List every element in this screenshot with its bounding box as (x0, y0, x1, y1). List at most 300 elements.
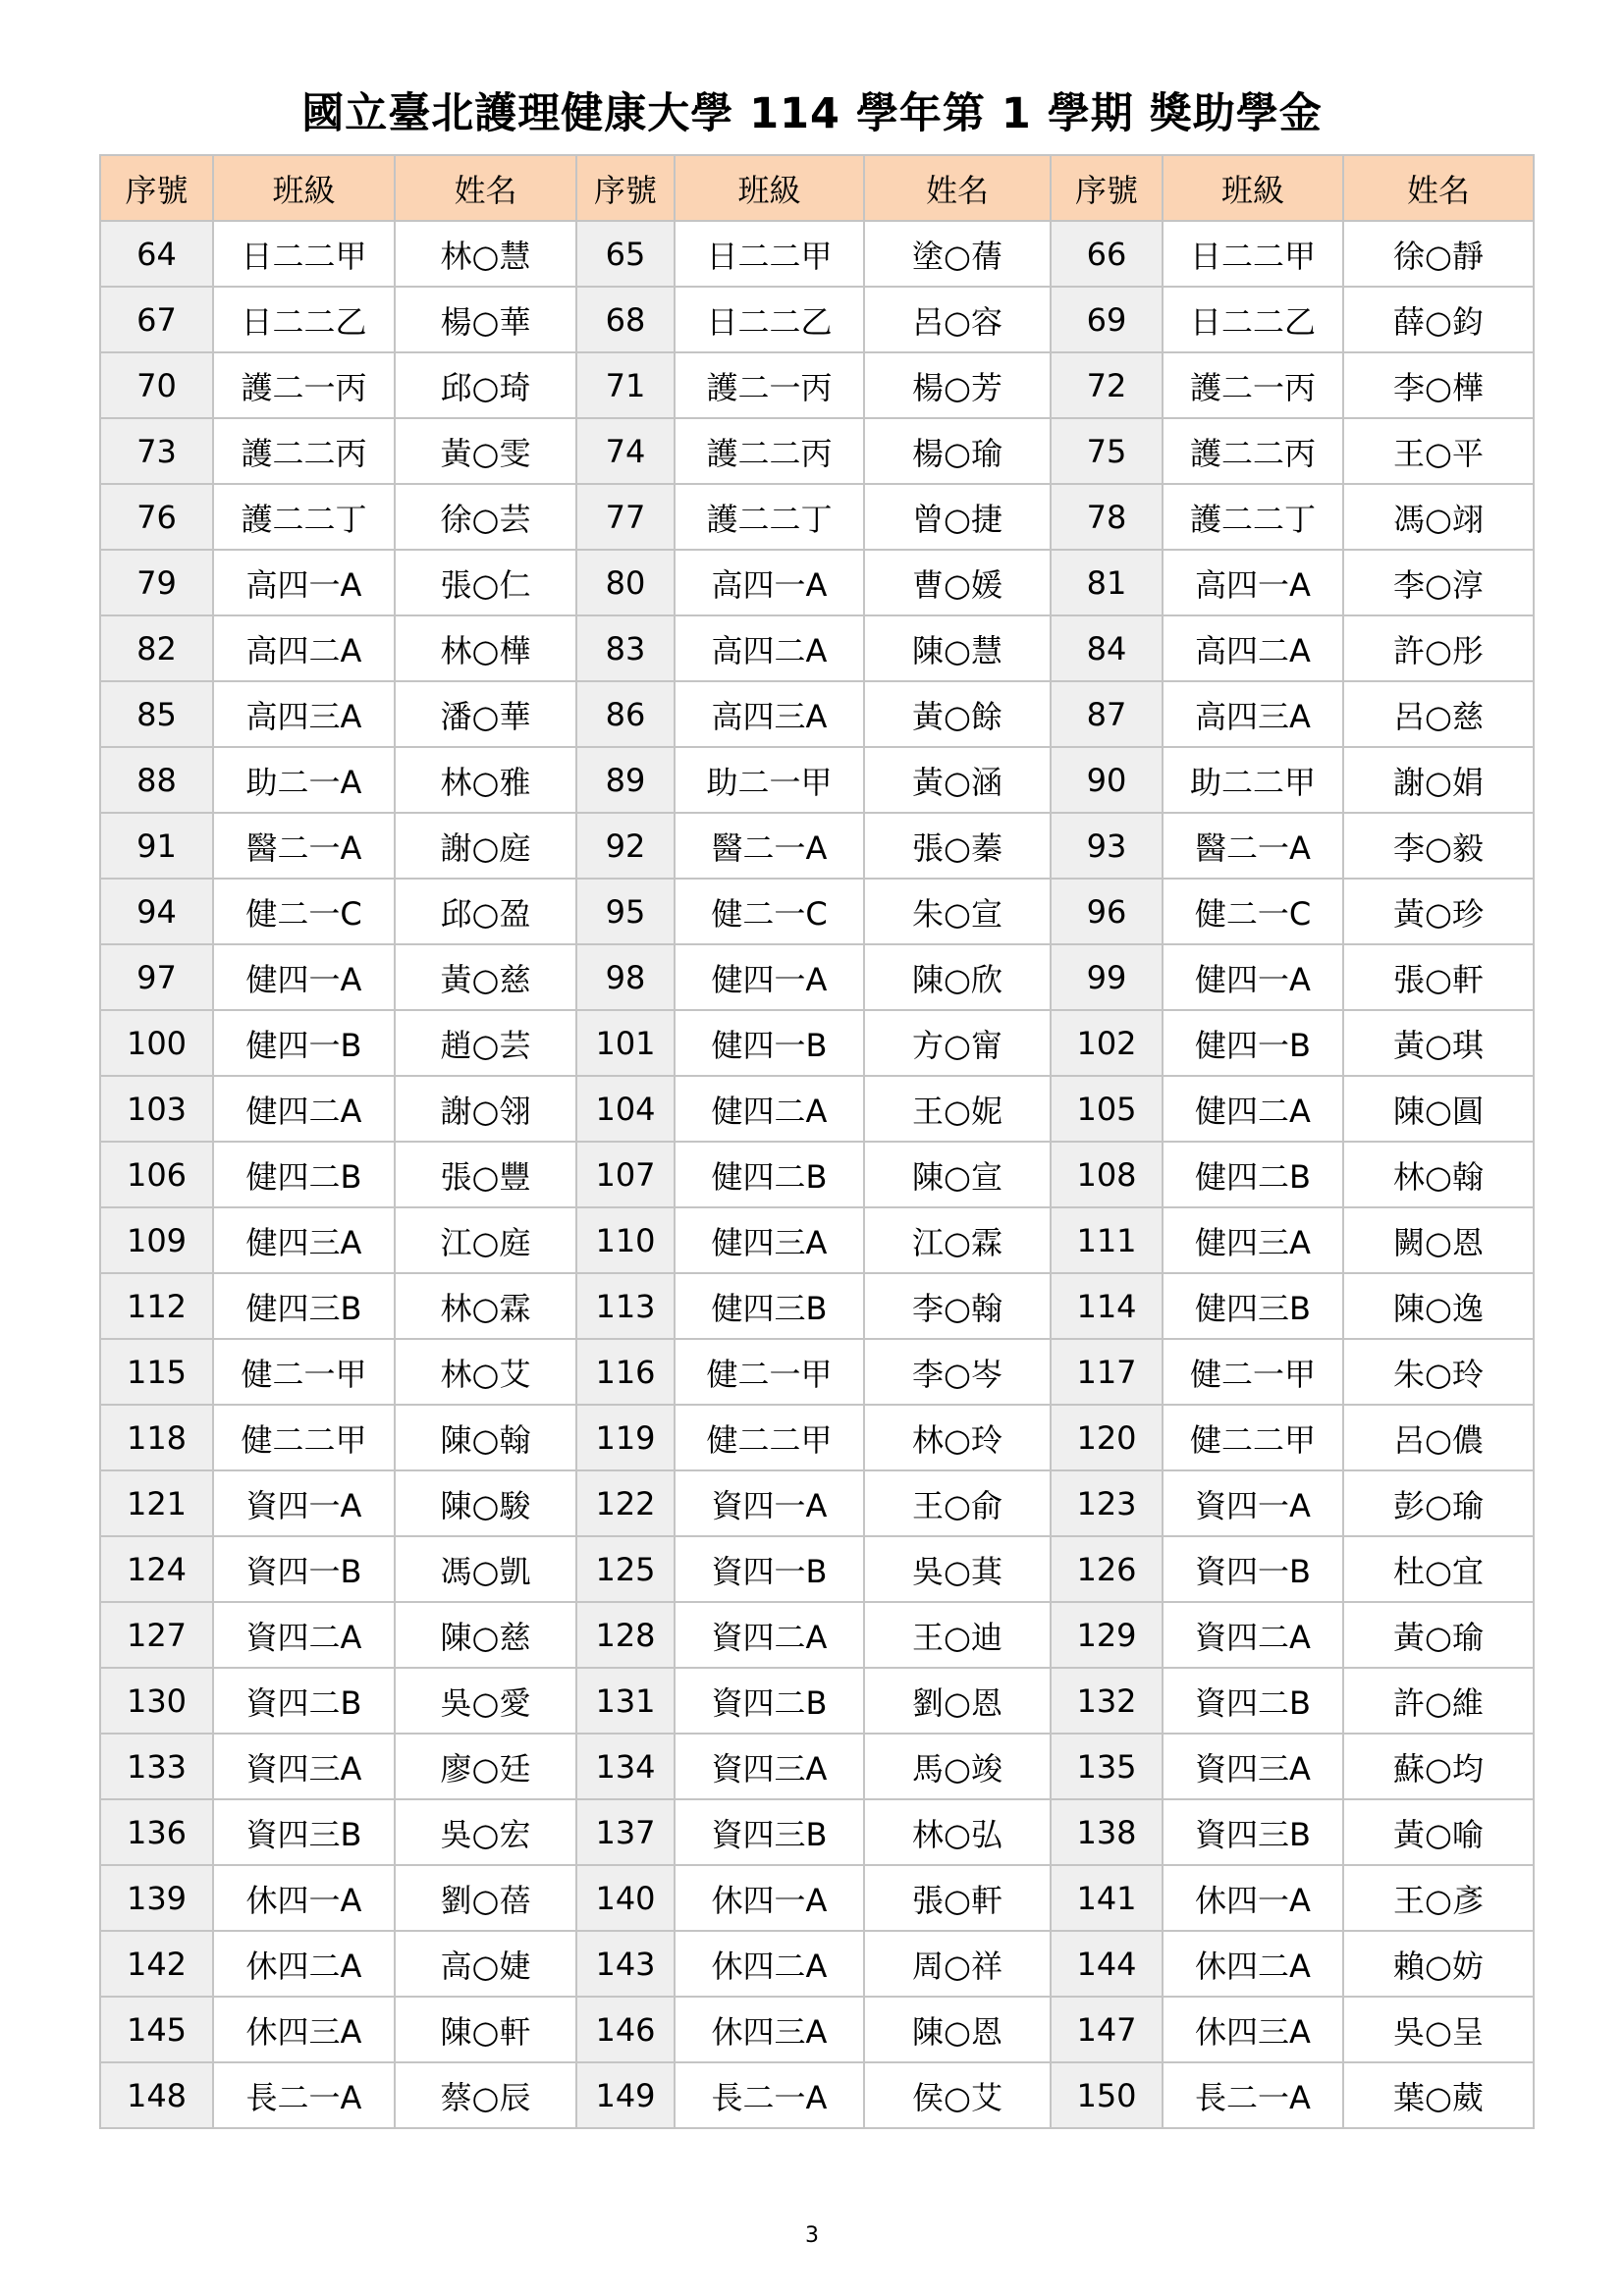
name-cell: 邱○盈 (395, 879, 576, 944)
name-cell: 江○庭 (395, 1207, 576, 1273)
seq-cell: 79 (100, 550, 213, 615)
class-cell: 高四二A (675, 615, 864, 681)
seq-cell: 84 (1051, 615, 1163, 681)
name-cell: 曾○捷 (864, 484, 1051, 550)
name-cell: 李○岑 (864, 1339, 1051, 1405)
header-row (100, 155, 1534, 221)
page-title: 國立臺北護理健康大學 114 學年第 1 學期 獎助學金 (301, 89, 1323, 138)
class-cell: 長二一A (213, 2062, 395, 2128)
table-row (100, 1799, 1534, 1865)
seq-cell: 107 (576, 1142, 675, 1207)
seq-cell: 122 (576, 1470, 675, 1536)
name-cell: 許○維 (1343, 1668, 1534, 1734)
seq-cell: 130 (100, 1668, 213, 1734)
class-cell: 休四一A (213, 1865, 395, 1931)
class-cell: 護二一丙 (1163, 352, 1343, 418)
name-cell: 林○艾 (395, 1339, 576, 1405)
name-cell: 王○彥 (1343, 1865, 1534, 1931)
seq-cell: 100 (100, 1010, 213, 1076)
class-cell: 資四一A (675, 1470, 864, 1536)
table-row (100, 1536, 1534, 1602)
name-cell: 吳○宏 (395, 1799, 576, 1865)
seq-cell: 81 (1051, 550, 1163, 615)
class-cell: 休四三A (675, 1997, 864, 2062)
seq-cell: 150 (1051, 2062, 1163, 2128)
table-row (100, 1076, 1534, 1142)
class-cell: 高四二A (1163, 615, 1343, 681)
table-row (100, 1668, 1534, 1734)
seq-cell: 65 (576, 221, 675, 287)
class-cell: 日二二甲 (213, 221, 395, 287)
seq-cell: 97 (100, 944, 213, 1010)
name-cell: 黃○瑜 (1343, 1602, 1534, 1668)
name-cell: 呂○慈 (1343, 681, 1534, 747)
class-cell: 醫二一A (675, 813, 864, 879)
class-cell: 資四一A (213, 1470, 395, 1536)
seq-cell: 132 (1051, 1668, 1163, 1734)
seq-cell: 98 (576, 944, 675, 1010)
class-cell: 資四二A (1163, 1602, 1343, 1668)
seq-cell: 133 (100, 1734, 213, 1799)
seq-cell: 139 (100, 1865, 213, 1931)
table-row (100, 352, 1534, 418)
seq-cell: 94 (100, 879, 213, 944)
name-cell: 王○妮 (864, 1076, 1051, 1142)
name-cell: 潘○華 (395, 681, 576, 747)
table-row (100, 813, 1534, 879)
class-cell: 健四二B (1163, 1142, 1343, 1207)
class-cell: 醫二一A (1163, 813, 1343, 879)
name-cell: 馮○翊 (1343, 484, 1534, 550)
class-cell: 健二一甲 (1163, 1339, 1343, 1405)
header-name-1: 姓名 (395, 155, 576, 221)
class-cell: 日二二乙 (1163, 287, 1343, 352)
class-cell: 健四一A (213, 944, 395, 1010)
seq-cell: 116 (576, 1339, 675, 1405)
name-cell: 陳○翰 (395, 1405, 576, 1470)
name-cell: 謝○庭 (395, 813, 576, 879)
seq-cell: 110 (576, 1207, 675, 1273)
header-class-1: 班級 (213, 155, 395, 221)
seq-cell: 74 (576, 418, 675, 484)
name-cell: 林○雅 (395, 747, 576, 813)
name-cell: 賴○妨 (1343, 1931, 1534, 1997)
seq-cell: 123 (1051, 1470, 1163, 1536)
name-cell: 彭○瑜 (1343, 1470, 1534, 1536)
seq-cell: 73 (100, 418, 213, 484)
name-cell: 張○豐 (395, 1142, 576, 1207)
class-cell: 資四三A (675, 1734, 864, 1799)
class-cell: 護二一丙 (675, 352, 864, 418)
name-cell: 塗○蒨 (864, 221, 1051, 287)
class-cell: 休四三A (213, 1997, 395, 2062)
class-cell: 資四一B (213, 1536, 395, 1602)
class-cell: 健四一B (1163, 1010, 1343, 1076)
seq-cell: 77 (576, 484, 675, 550)
seq-cell: 119 (576, 1405, 675, 1470)
class-cell: 休四一A (675, 1865, 864, 1931)
name-cell: 陳○圓 (1343, 1076, 1534, 1142)
table-row (100, 1405, 1534, 1470)
name-cell: 吳○萁 (864, 1536, 1051, 1602)
seq-cell: 85 (100, 681, 213, 747)
class-cell: 健二一C (213, 879, 395, 944)
name-cell: 楊○芳 (864, 352, 1051, 418)
class-cell: 護二二丙 (213, 418, 395, 484)
table-row (100, 944, 1534, 1010)
name-cell: 陳○軒 (395, 1997, 576, 2062)
class-cell: 助二一A (213, 747, 395, 813)
name-cell: 李○樺 (1343, 352, 1534, 418)
table-row (100, 1931, 1534, 1997)
table-row (100, 1997, 1534, 2062)
seq-cell: 134 (576, 1734, 675, 1799)
table-row (100, 1734, 1534, 1799)
table-row (100, 1470, 1534, 1536)
name-cell: 黃○餘 (864, 681, 1051, 747)
name-cell: 呂○儂 (1343, 1405, 1534, 1470)
name-cell: 黃○珍 (1343, 879, 1534, 944)
class-cell: 資四三A (1163, 1734, 1343, 1799)
seq-cell: 91 (100, 813, 213, 879)
name-cell: 徐○芸 (395, 484, 576, 550)
name-cell: 張○軒 (1343, 944, 1534, 1010)
table-row (100, 879, 1534, 944)
seq-cell: 136 (100, 1799, 213, 1865)
seq-cell: 147 (1051, 1997, 1163, 2062)
class-cell: 長二一A (1163, 2062, 1343, 2128)
class-cell: 健四三B (1163, 1273, 1343, 1339)
class-cell: 日二二甲 (1163, 221, 1343, 287)
class-cell: 資四三B (1163, 1799, 1343, 1865)
seq-cell: 121 (100, 1470, 213, 1536)
seq-cell: 69 (1051, 287, 1163, 352)
seq-cell: 125 (576, 1536, 675, 1602)
seq-cell: 75 (1051, 418, 1163, 484)
name-cell: 李○毅 (1343, 813, 1534, 879)
seq-cell: 115 (100, 1339, 213, 1405)
name-cell: 馬○竣 (864, 1734, 1051, 1799)
header-name-3: 姓名 (1343, 155, 1534, 221)
class-cell: 健二一C (1163, 879, 1343, 944)
name-cell: 侯○艾 (864, 2062, 1051, 2128)
class-cell: 資四三A (213, 1734, 395, 1799)
class-cell: 護二一丙 (213, 352, 395, 418)
name-cell: 朱○玲 (1343, 1339, 1534, 1405)
table-row (100, 550, 1534, 615)
name-cell: 謝○娟 (1343, 747, 1534, 813)
class-cell: 健四三A (675, 1207, 864, 1273)
class-cell: 休四二A (675, 1931, 864, 1997)
class-cell: 休四二A (213, 1931, 395, 1997)
seq-cell: 89 (576, 747, 675, 813)
seq-cell: 87 (1051, 681, 1163, 747)
seq-cell: 146 (576, 1997, 675, 2062)
class-cell: 資四一B (1163, 1536, 1343, 1602)
name-cell: 方○甯 (864, 1010, 1051, 1076)
class-cell: 資四二A (675, 1602, 864, 1668)
seq-cell: 117 (1051, 1339, 1163, 1405)
seq-cell: 141 (1051, 1865, 1163, 1931)
class-cell: 高四二A (213, 615, 395, 681)
name-cell: 黃○慈 (395, 944, 576, 1010)
class-cell: 日二二乙 (675, 287, 864, 352)
name-cell: 蔡○辰 (395, 2062, 576, 2128)
name-cell: 杜○宜 (1343, 1536, 1534, 1602)
seq-cell: 118 (100, 1405, 213, 1470)
table-row (100, 287, 1534, 352)
class-cell: 高四三A (213, 681, 395, 747)
class-cell: 高四一A (1163, 550, 1343, 615)
name-cell: 張○軒 (864, 1865, 1051, 1931)
seq-cell: 76 (100, 484, 213, 550)
class-cell: 資四一A (1163, 1470, 1343, 1536)
seq-cell: 82 (100, 615, 213, 681)
name-cell: 李○淳 (1343, 550, 1534, 615)
class-cell: 休四一A (1163, 1865, 1343, 1931)
name-cell: 馮○凱 (395, 1536, 576, 1602)
class-cell: 高四一A (675, 550, 864, 615)
name-cell: 楊○華 (395, 287, 576, 352)
class-cell: 高四三A (675, 681, 864, 747)
seq-cell: 142 (100, 1931, 213, 1997)
name-cell: 林○霖 (395, 1273, 576, 1339)
class-cell: 長二一A (675, 2062, 864, 2128)
seq-cell: 127 (100, 1602, 213, 1668)
seq-cell: 70 (100, 352, 213, 418)
class-cell: 健二二甲 (213, 1405, 395, 1470)
seq-cell: 64 (100, 221, 213, 287)
class-cell: 健四二A (213, 1076, 395, 1142)
seq-cell: 78 (1051, 484, 1163, 550)
table-row (100, 1865, 1534, 1931)
seq-cell: 128 (576, 1602, 675, 1668)
class-cell: 健四一A (1163, 944, 1343, 1010)
name-cell: 李○翰 (864, 1273, 1051, 1339)
class-cell: 健四二B (675, 1142, 864, 1207)
name-cell: 徐○靜 (1343, 221, 1534, 287)
seq-cell: 112 (100, 1273, 213, 1339)
name-cell: 許○彤 (1343, 615, 1534, 681)
name-cell: 王○俞 (864, 1470, 1051, 1536)
name-cell: 黃○喻 (1343, 1799, 1534, 1865)
name-cell: 呂○容 (864, 287, 1051, 352)
table-row (100, 2062, 1534, 2128)
seq-cell: 92 (576, 813, 675, 879)
seq-cell: 93 (1051, 813, 1163, 879)
seq-cell: 99 (1051, 944, 1163, 1010)
name-cell: 王○迪 (864, 1602, 1051, 1668)
class-cell: 健四一A (675, 944, 864, 1010)
name-cell: 趙○芸 (395, 1010, 576, 1076)
name-cell: 張○蓁 (864, 813, 1051, 879)
seq-cell: 80 (576, 550, 675, 615)
name-cell: 林○慧 (395, 221, 576, 287)
class-cell: 資四二B (675, 1668, 864, 1734)
seq-cell: 105 (1051, 1076, 1163, 1142)
class-cell: 資四二B (1163, 1668, 1343, 1734)
seq-cell: 102 (1051, 1010, 1163, 1076)
class-cell: 健四三B (213, 1273, 395, 1339)
name-cell: 高○婕 (395, 1931, 576, 1997)
seq-cell: 103 (100, 1076, 213, 1142)
seq-cell: 124 (100, 1536, 213, 1602)
table-row (100, 418, 1534, 484)
seq-cell: 137 (576, 1799, 675, 1865)
name-cell: 邱○琦 (395, 352, 576, 418)
table-row (100, 1602, 1534, 1668)
class-cell: 健四三A (213, 1207, 395, 1273)
class-cell: 健四一B (675, 1010, 864, 1076)
table-row (100, 615, 1534, 681)
class-cell: 健二一甲 (675, 1339, 864, 1405)
name-cell: 吳○愛 (395, 1668, 576, 1734)
name-cell: 林○弘 (864, 1799, 1051, 1865)
name-cell: 陳○欣 (864, 944, 1051, 1010)
name-cell: 葉○葳 (1343, 2062, 1534, 2128)
name-cell: 陳○逸 (1343, 1273, 1534, 1339)
name-cell: 黃○琪 (1343, 1010, 1534, 1076)
class-cell: 健二一C (675, 879, 864, 944)
class-cell: 護二二丁 (213, 484, 395, 550)
seq-cell: 90 (1051, 747, 1163, 813)
name-cell: 陳○慧 (864, 615, 1051, 681)
class-cell: 高四三A (1163, 681, 1343, 747)
name-cell: 闕○恩 (1343, 1207, 1534, 1273)
seq-cell: 113 (576, 1273, 675, 1339)
seq-cell: 144 (1051, 1931, 1163, 1997)
table-row (100, 484, 1534, 550)
class-cell: 健四三A (1163, 1207, 1343, 1273)
page-number: 3 (805, 2223, 819, 2248)
name-cell: 陳○宣 (864, 1142, 1051, 1207)
seq-cell: 140 (576, 1865, 675, 1931)
class-cell: 護二二丙 (675, 418, 864, 484)
class-cell: 醫二一A (213, 813, 395, 879)
class-cell: 資四二B (213, 1668, 395, 1734)
seq-cell: 149 (576, 2062, 675, 2128)
name-cell: 謝○翎 (395, 1076, 576, 1142)
name-cell: 黃○涵 (864, 747, 1051, 813)
name-cell: 吳○呈 (1343, 1997, 1534, 2062)
name-cell: 廖○廷 (395, 1734, 576, 1799)
seq-cell: 83 (576, 615, 675, 681)
class-cell: 高四一A (213, 550, 395, 615)
header-seq-1: 序號 (100, 155, 213, 221)
seq-cell: 96 (1051, 879, 1163, 944)
header-seq-2: 序號 (576, 155, 675, 221)
name-cell: 林○翰 (1343, 1142, 1534, 1207)
name-cell: 張○仁 (395, 550, 576, 615)
name-cell: 林○樺 (395, 615, 576, 681)
name-cell: 劉○蓓 (395, 1865, 576, 1931)
seq-cell: 131 (576, 1668, 675, 1734)
seq-cell: 71 (576, 352, 675, 418)
name-cell: 曹○媛 (864, 550, 1051, 615)
class-cell: 助二二甲 (1163, 747, 1343, 813)
header-class-2: 班級 (675, 155, 864, 221)
class-cell: 資四三B (675, 1799, 864, 1865)
name-cell: 蘇○均 (1343, 1734, 1534, 1799)
scholarship-table (99, 154, 1535, 2129)
class-cell: 健二二甲 (675, 1405, 864, 1470)
table-body (100, 221, 1534, 2128)
header-name-2: 姓名 (864, 155, 1051, 221)
table-row (100, 1273, 1534, 1339)
class-cell: 日二二乙 (213, 287, 395, 352)
seq-cell: 135 (1051, 1734, 1163, 1799)
header-seq-3: 序號 (1051, 155, 1163, 221)
name-cell: 薛○鈞 (1343, 287, 1534, 352)
header-class-3: 班級 (1163, 155, 1343, 221)
seq-cell: 86 (576, 681, 675, 747)
name-cell: 王○平 (1343, 418, 1534, 484)
class-cell: 助二一甲 (675, 747, 864, 813)
class-cell: 休四三A (1163, 1997, 1343, 2062)
table-row (100, 221, 1534, 287)
table-row (100, 681, 1534, 747)
table-row (100, 747, 1534, 813)
seq-cell: 106 (100, 1142, 213, 1207)
seq-cell: 114 (1051, 1273, 1163, 1339)
table-row (100, 1010, 1534, 1076)
class-cell: 健二二甲 (1163, 1405, 1343, 1470)
class-cell: 健二一甲 (213, 1339, 395, 1405)
seq-cell: 95 (576, 879, 675, 944)
name-cell: 陳○慈 (395, 1602, 576, 1668)
table-row (100, 1142, 1534, 1207)
seq-cell: 104 (576, 1076, 675, 1142)
class-cell: 護二二丁 (675, 484, 864, 550)
name-cell: 江○霖 (864, 1207, 1051, 1273)
seq-cell: 68 (576, 287, 675, 352)
class-cell: 日二二甲 (675, 221, 864, 287)
class-cell: 護二二丙 (1163, 418, 1343, 484)
name-cell: 朱○宣 (864, 879, 1051, 944)
seq-cell: 138 (1051, 1799, 1163, 1865)
table-row (100, 1207, 1534, 1273)
name-cell: 劉○恩 (864, 1668, 1051, 1734)
class-cell: 資四一B (675, 1536, 864, 1602)
name-cell: 陳○駿 (395, 1470, 576, 1536)
class-cell: 資四二A (213, 1602, 395, 1668)
seq-cell: 108 (1051, 1142, 1163, 1207)
name-cell: 周○祥 (864, 1931, 1051, 1997)
seq-cell: 148 (100, 2062, 213, 2128)
class-cell: 護二二丁 (1163, 484, 1343, 550)
seq-cell: 66 (1051, 221, 1163, 287)
class-cell: 休四二A (1163, 1931, 1343, 1997)
class-cell: 健四三B (675, 1273, 864, 1339)
name-cell: 黃○雯 (395, 418, 576, 484)
seq-cell: 143 (576, 1931, 675, 1997)
seq-cell: 126 (1051, 1536, 1163, 1602)
name-cell: 陳○恩 (864, 1997, 1051, 2062)
class-cell: 健四二B (213, 1142, 395, 1207)
seq-cell: 111 (1051, 1207, 1163, 1273)
name-cell: 林○玲 (864, 1405, 1051, 1470)
seq-cell: 101 (576, 1010, 675, 1076)
table-row (100, 1339, 1534, 1405)
class-cell: 健四二A (675, 1076, 864, 1142)
seq-cell: 145 (100, 1997, 213, 2062)
class-cell: 資四三B (213, 1799, 395, 1865)
seq-cell: 67 (100, 287, 213, 352)
class-cell: 健四一B (213, 1010, 395, 1076)
seq-cell: 109 (100, 1207, 213, 1273)
name-cell: 楊○瑜 (864, 418, 1051, 484)
seq-cell: 88 (100, 747, 213, 813)
